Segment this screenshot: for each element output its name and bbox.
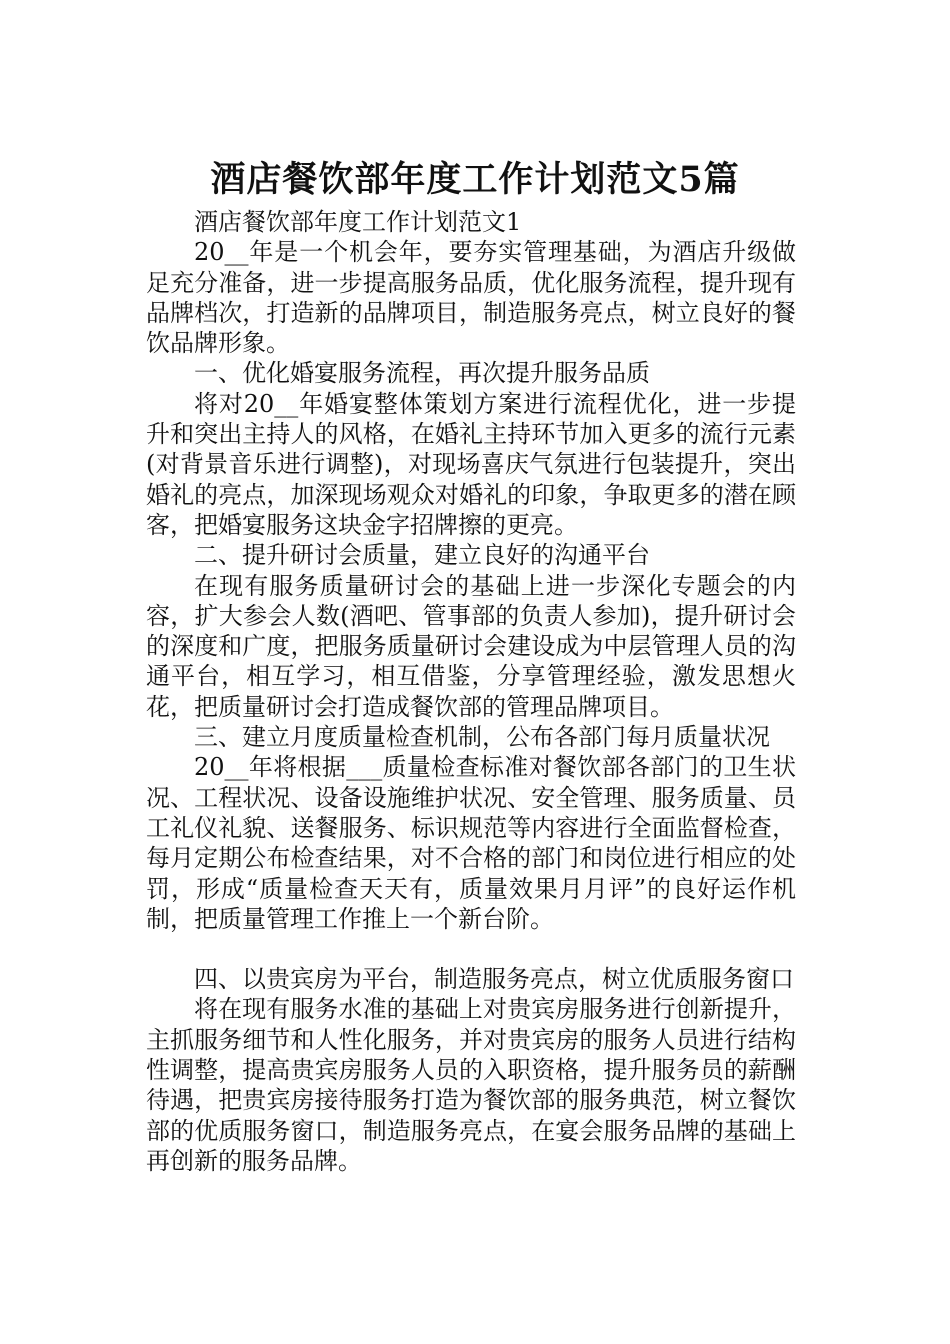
body-paragraph: 在现有服务质量研讨会的基础上进一步深化专题会的内容，扩大参会人数(酒吧、管事部的负责人参加)，提升研讨会的深度和广度，把服务质量研讨会建设成为中层管理人员的沟通平台，相互学习，相互借鉴，分享管理经验，激发思想火花，把质量研讨会打造成餐饮部的管理品牌项目。 (146, 571, 796, 721)
document-body (146, 207, 796, 1176)
section-heading: 三、建立月度质量检查机制，公布各部门每月质量状况 (194, 723, 770, 752)
section-heading: 酒店餐饮部年度工作计划范文1 (194, 208, 522, 236)
section-heading: 二、提升研讨会质量，建立良好的沟通平台 (194, 541, 650, 570)
body-paragraph: 将在现有服务水准的基础上对贵宾房服务进行创新提升，主抓服务细节和人性化服务，并对贵宾房的服务人员进行结构性调整，提高贵宾房服务人员的入职资格，提升服务员的薪酬待遇，把贵宾房接待服务打造为餐饮部的服务典范，树立餐饮部的优质服务窗口，制造服务亮点，在宴会服务品牌的基础上再创新的服务品牌。 (146, 995, 796, 1175)
body-paragraph: 将对20__年婚宴整体策划方案进行流程优化，进一步提升和突出主持人的风格，在婚礼主持环节加入更多的流行元素(对背景音乐进行调整)，对现场喜庆气氛进行包装提升，突出婚礼的亮点，加深现场观众对婚礼的印象，争取更多的潜在顾客，把婚宴服务这块金字招牌擦的更亮。 (146, 389, 796, 539)
body-paragraph: 20__年将根据___质量检查标准对餐饮部各部门的卫生状况、工程状况、设备设施维护状况、安全管理、服务质量、员工礼仪礼貌、送餐服务、标识规范等内容进行全面监督检查，每月定期公布检查结果，对不合格的部门和岗位进行相应的处罚，形成“质量检查天天有，质量效果月月评”的良好运作机制，把质量管理工作推上一个新台阶。 (146, 753, 796, 933)
section-heading: 一、优化婚宴服务流程，再次提升服务品质 (194, 359, 650, 388)
document-title: 酒店餐饮部年度工作计划范文5篇 (210, 159, 740, 201)
section-heading: 四、以贵宾房为平台，制造服务亮点，树立优质服务窗口 (194, 965, 794, 994)
body-paragraph: 20__年是一个机会年，要夯实管理基础，为酒店升级做足充分准备，进一步提高服务品质，优化服务流程，提升现有品牌档次，打造新的品牌项目，制造服务亮点，树立良好的餐饮品牌形象。 (146, 238, 796, 358)
